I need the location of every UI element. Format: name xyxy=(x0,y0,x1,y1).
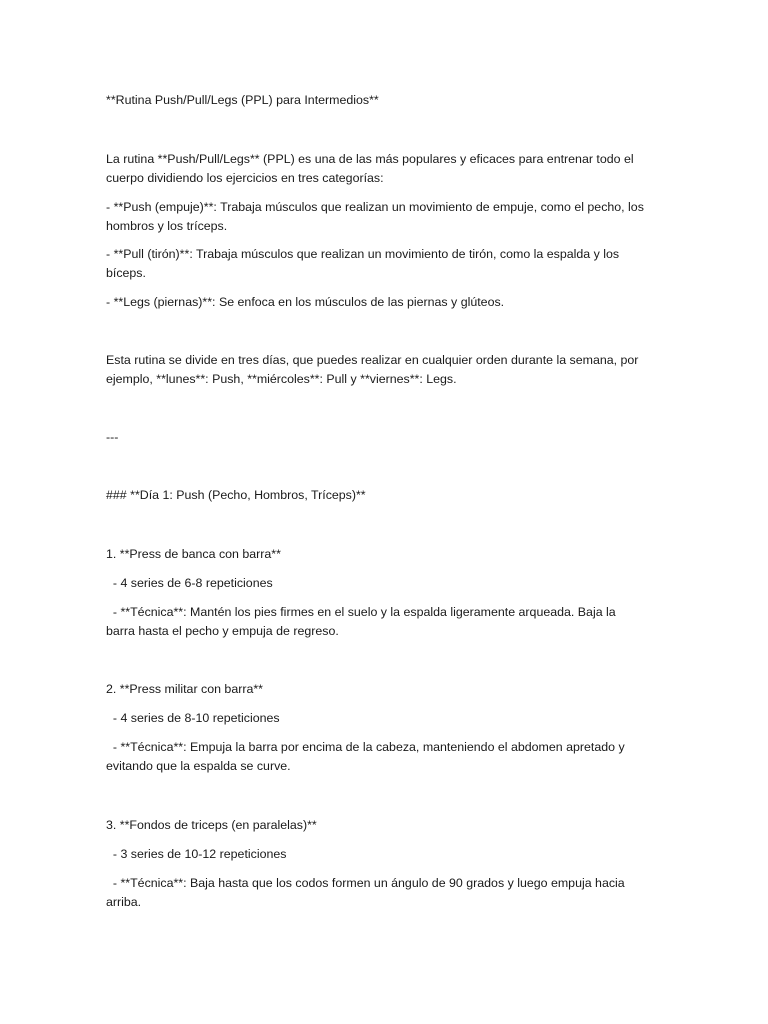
section-divider: --- xyxy=(106,430,119,444)
document-title: **Rutina Push/Pull/Legs (PPL) para Intermedios** xyxy=(106,93,379,107)
category-legs: - **Legs (piernas)**: Se enfoca en los músculos de las piernas y glúteos. xyxy=(106,295,505,309)
exercise-1-technique: - **Técnica**: Mantén los pies firmes en el suelo y la espalda ligeramente arqueada. Baja la barra hasta el pecho y empuja de regreso. xyxy=(106,605,620,638)
category-pull: - **Pull (tirón)**: Trabaja músculos que realizan un movimiento de tirón, como la espalda y los bíceps. xyxy=(106,247,620,280)
day1-heading: ### **Día 1: Push (Pecho, Hombros, Tríceps)** xyxy=(106,488,366,502)
exercise-3-sets: - 3 series de 10-12 repeticiones xyxy=(106,847,287,861)
exercise-3-technique: - **Técnica**: Baja hasta que los codos formen un ángulo de 90 grados y luego empuja hacia arriba. xyxy=(106,876,629,909)
exercise-2-technique: - **Técnica**: Empuja la barra por encima de la cabeza, manteniendo el abdomen apretado y evitando que la espalda se curve. xyxy=(106,740,629,773)
schedule-paragraph: Esta rutina se divide en tres días, que puedes realizar en cualquier orden durante la semana, por ejemplo, **lunes**: Push, **miércoles**: Pull y **viernes**: Legs. xyxy=(106,353,639,386)
exercise-2-sets: - 4 series de 8-10 repeticiones xyxy=(106,711,280,725)
intro-paragraph: La rutina **Push/Pull/Legs** (PPL) es una de las más populares y eficaces para entrenar todo el cuerpo dividiendo los ejercicios en tres categorías: xyxy=(106,152,634,185)
exercise-1-name: 1. **Press de banca con barra** xyxy=(106,547,281,561)
category-push: - **Push (empuje)**: Trabaja músculos que realizan un movimiento de empuje, como el pecho, los hombros y los tríceps. xyxy=(106,200,644,233)
exercise-1-sets: - 4 series de 6-8 repeticiones xyxy=(106,576,273,590)
exercise-3-name: 3. **Fondos de triceps (en paralelas)** xyxy=(106,818,317,832)
exercise-2-name: 2. **Press militar con barra** xyxy=(106,682,264,696)
